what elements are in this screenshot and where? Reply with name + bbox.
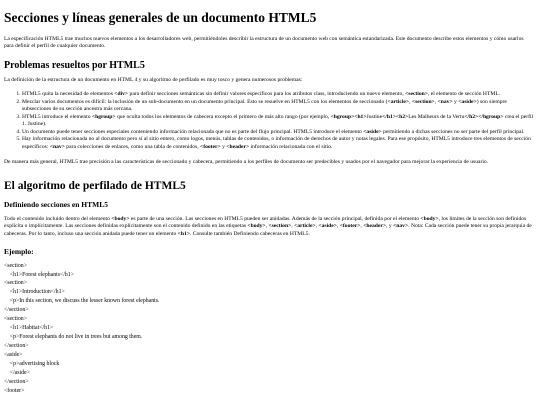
code-tag-text: <aside> (363, 128, 382, 135)
code-example (4, 262, 534, 397)
code-line: </aside> (4, 370, 30, 377)
problem-item (22, 136, 534, 151)
text-run: para definir secciones semánticas sin definir valores específicos para los atributos class, introduciendo un nuevo elemento, (128, 91, 406, 98)
code-tag-text: <body> (111, 215, 130, 222)
code-line: </section> (4, 379, 29, 386)
code-tag-text: <hgroup> (91, 113, 116, 120)
code-tag-text: <header> (363, 223, 387, 230)
code-line: </section> (4, 343, 29, 350)
text-run: , y (386, 223, 394, 230)
defining-sections-paragraph (4, 216, 534, 239)
code-tag-text: <footer> (200, 143, 221, 150)
text-run: Justine (366, 113, 383, 120)
example-heading: Ejemplo: (4, 246, 34, 256)
code-line: <h1>Introduction</h1> (4, 289, 65, 296)
intro-paragraph: La especificación HTML5 trae muchos nuevos elementos a los desarrolladores web, permitiéndoles describir la estructura de un documento web con semántica estandarizada. Este documento describe estos elementos y cómo usarlos para definir el perfil de cualquier documento. (4, 35, 524, 50)
text-run: Un documento puede tener secciones especiales conteniendo información relacionada que no es parte del flujo principal. HTML5 introduce el elemento (22, 128, 364, 135)
text-run: Les Malheurs de la Vertu (408, 113, 465, 120)
problem-item (22, 99, 534, 114)
code-tag-text: </h2></hgroup> (464, 113, 504, 120)
text-run: , (315, 223, 319, 230)
text-run: información relacionada con el sitio. (249, 143, 333, 150)
code-tag-text: <div> (114, 91, 129, 98)
text-run: , los límites de la sección son definidos explícita o implícitamente. Las secciones definidas explícitamente son el contenido definido en las etiquetas (4, 215, 527, 230)
code-tag-text: <section> (411, 98, 435, 105)
code-line: <p>In this section, we discuss the lesser known forest elephants. (4, 298, 160, 305)
text-run: Todo el contenido incluido dentro del elemento (4, 215, 112, 222)
code-tag-text: <article> (294, 223, 316, 230)
code-tag-text: <nav> (49, 143, 65, 150)
text-run: Mezclar varios documentos es difícil: la inclusión de un sub-documento en un documento principal. Esto se resuelve en HTML5 con los elementos de seccionado ( (22, 98, 388, 105)
problem-item (22, 91, 534, 99)
code-tag-text: <h1> (177, 230, 190, 237)
problems-lead: La definición de la estructura de un documento en HTML 4 y su algoritmo de perfilado es muy tosco y genera numerosos problemas: (4, 76, 303, 83)
text-run: , (360, 223, 364, 230)
text-run: Hay información relacionada no al documento pero sí al sitio entero, como logos, menús, tablas de contenidos, o información de derechos de autor y notas legales. Para ese propósito, HTML5 introduce tres elementos de sección específicos: (22, 136, 531, 150)
code-line: <aside> (4, 352, 23, 359)
text-run: . Consulte también Definiendo cabeceras en HTML5. (189, 230, 310, 237)
code-line: <h1>Forest elephants</h1> (4, 271, 74, 278)
defining-sections-heading: Definiendo secciones en HTML5 (4, 199, 108, 209)
code-line: <h1>Habitat</h1> (4, 325, 54, 332)
text-run: , (265, 223, 269, 230)
page-title: Secciones y líneas generales de un documento HTML5 (4, 10, 317, 25)
text-run: , el elemento de sección HTML. (427, 91, 501, 98)
text-run: permitiendo a dichas secciones no ser parte del perfil principal. (381, 128, 525, 135)
code-line: <section> (4, 316, 27, 323)
text-run: crea el perfil 1. Justine). (22, 113, 534, 128)
text-run: , (409, 98, 412, 105)
code-tag-text: <hgroup><h1> (330, 113, 367, 120)
code-tag-text: <body> (247, 223, 266, 230)
text-run: y (452, 98, 459, 105)
code-tag-text: <nav> (437, 98, 453, 105)
code-tag-text: <section> (268, 223, 292, 230)
code-tag-text: <nav> (393, 223, 409, 230)
code-line: <section> (4, 262, 27, 269)
code-tag-text: <section> (405, 91, 428, 98)
text-run: , (434, 98, 438, 105)
algorithm-heading: El algoritmo de perfilado de HTML5 (4, 180, 186, 193)
text-run: es parte de una sección. Las secciones en HTML5 pueden ser anidadas. Además de la sección principal, definida por el elemento (129, 215, 421, 222)
code-tag-text: <aside> (318, 223, 337, 230)
text-run: y (220, 143, 227, 150)
code-line: </section> (4, 307, 29, 314)
code-line: <section> (4, 280, 27, 287)
problems-list (4, 91, 534, 151)
code-tag-text: <aside> (458, 98, 477, 105)
text-run: HTML5 quita la necesidad de elementos (22, 91, 115, 98)
code-tag-text: <body> (420, 215, 439, 222)
text-run: para colecciones de enlaces, como una tabla de contenidos, (64, 143, 201, 150)
text-run: ) son siempre subsecciones de su sección ancestra más cercana. (22, 98, 507, 113)
problems-heading: Problemas resueltos por HTML5 (4, 59, 145, 71)
code-line: <footer> (4, 388, 25, 395)
code-line: <p>Forest elephants do not live in trees but among them. (4, 334, 143, 341)
text-run: , (291, 223, 295, 230)
code-tag-text: </h1><h2> (382, 113, 409, 120)
code-tag-text: <article> (387, 98, 410, 105)
text-run: , (336, 223, 340, 230)
text-run: . Nota: Cada sección puede tener su propia jerarquía de cabeceras. Por lo tanto, incluso una sección anidada puede tener un elemento (4, 223, 532, 237)
code-tag-text: <footer> (339, 223, 361, 230)
code-tag-text: <header> (226, 143, 250, 150)
code-line: <p>advertising block (4, 361, 60, 368)
problems-closing: De manera más general, HTML5 trae precisión a las características de seccionado y cabecera, permitiendo a los perfiles de documento ser predecibles y usados por el navegador para mejorar la experiencia de usuario. (4, 158, 489, 165)
problem-item (22, 114, 534, 129)
text-run: que oculta todos los elementos de cabecera excepto el primero de más alto rango (por ejemplo, (115, 113, 331, 120)
text-run: HTML5 introduce el elemento (22, 113, 92, 120)
